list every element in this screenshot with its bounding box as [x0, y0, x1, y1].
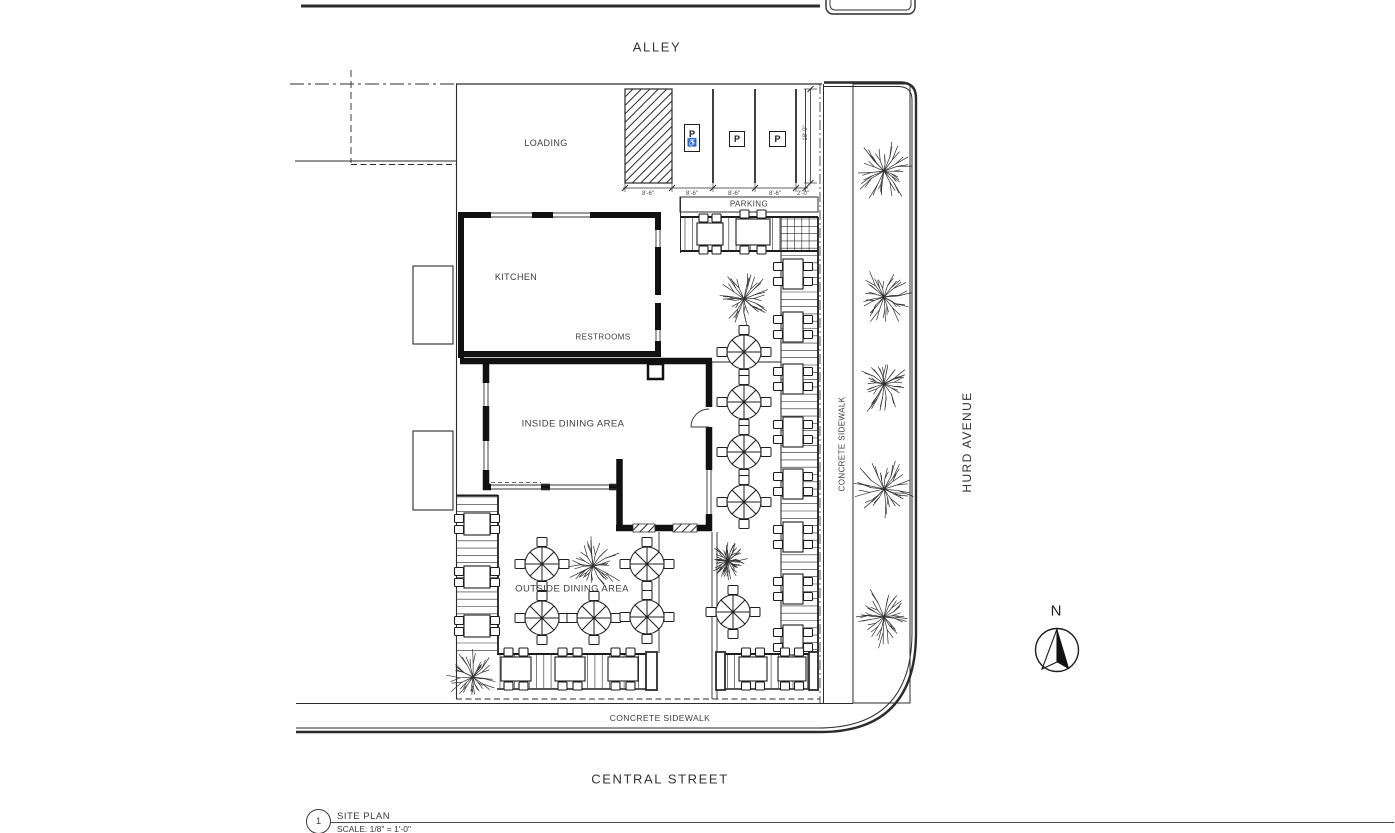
- drawing-scale: SCALE: 1/8" = 1'-0": [337, 824, 412, 833]
- tree-symbol: [446, 649, 495, 695]
- parking-sign: [729, 131, 745, 147]
- threshold-hatch: [633, 524, 655, 532]
- label-sidewalk-bottom: CONCRETE SIDEWALK: [609, 713, 711, 723]
- label-hurd-avenue: HURD AVENUE: [960, 391, 974, 493]
- building-notch: [648, 364, 663, 379]
- outdoor-table-round: [567, 592, 621, 645]
- label-inside-dining: INSIDE DINING AREA: [521, 418, 625, 430]
- tree-symbol: [863, 271, 912, 321]
- dining-windows-door: [484, 383, 711, 514]
- label-kitchen: KITCHEN: [494, 272, 538, 282]
- parking-sign: [769, 131, 786, 147]
- outdoor-table-round: [706, 586, 760, 639]
- outdoor-table-rect: [455, 615, 500, 637]
- outdoor-table-rect: [774, 574, 813, 604]
- label-restrooms: RESTROOMS: [575, 332, 631, 342]
- dim-stall-4: 8'-6": [769, 191, 781, 197]
- tree-symbol: [854, 461, 914, 519]
- label-alley: ALLEY: [632, 39, 682, 55]
- parking-p-label: P: [688, 128, 695, 139]
- tree-symbol: [568, 536, 619, 587]
- wheelchair-icon: ♿: [687, 137, 697, 147]
- outdoor-table-rect: [774, 417, 813, 447]
- outdoor-table-rect: [774, 364, 813, 394]
- label-north: N: [1050, 602, 1062, 620]
- dim-stall-depth: 18'-0": [803, 125, 809, 141]
- tree-symbol: [858, 142, 912, 198]
- accessible-parking-sign: [684, 124, 700, 152]
- drawing-title: SITE PLAN: [337, 811, 391, 822]
- dim-stall-5: 2'-0": [797, 191, 809, 197]
- dim-stall-3: 8'-6": [728, 191, 740, 197]
- outdoor-table-rect: [774, 259, 813, 289]
- label-sidewalk-right: CONCRETE SIDEWALK: [837, 396, 847, 492]
- outdoor-table-rect: [774, 625, 813, 655]
- outdoor-table-round: [717, 326, 771, 379]
- outdoor-table-round: [620, 591, 674, 644]
- outdoor-table-round: [515, 592, 569, 645]
- parking-p-label: P: [733, 133, 740, 144]
- outdoor-table-rect: [774, 312, 813, 342]
- tree-symbol: [861, 364, 905, 411]
- tree-symbol: [720, 273, 768, 326]
- outdoor-table-round: [717, 376, 771, 429]
- label-central-street: CENTRAL STREET: [591, 771, 729, 787]
- outdoor-table-round: [717, 426, 771, 479]
- outdoor-table-round: [717, 476, 771, 529]
- outdoor-table-rect: [774, 522, 813, 552]
- label-parking: PARKING: [729, 199, 769, 209]
- tree-symbol: [856, 589, 908, 648]
- label-outside-dining: OUTSIDE DINING AREA: [515, 583, 629, 595]
- title-underline: [330, 822, 1394, 823]
- dim-stall-2: 8'-6": [686, 191, 698, 197]
- outdoor-table-rect: [697, 214, 723, 254]
- outdoor-table-rect: [455, 513, 500, 535]
- label-loading: LOADING: [524, 138, 568, 148]
- detail-callout: [306, 809, 331, 833]
- north-arrow-icon: [1036, 629, 1079, 672]
- tree-symbol: [713, 542, 747, 580]
- threshold-hatch: [673, 524, 697, 532]
- parking-p-label: P: [774, 133, 781, 144]
- dim-stall-1: 8'-6": [642, 191, 654, 197]
- outdoor-table-rect: [774, 469, 813, 499]
- detail-number: 1: [315, 816, 322, 827]
